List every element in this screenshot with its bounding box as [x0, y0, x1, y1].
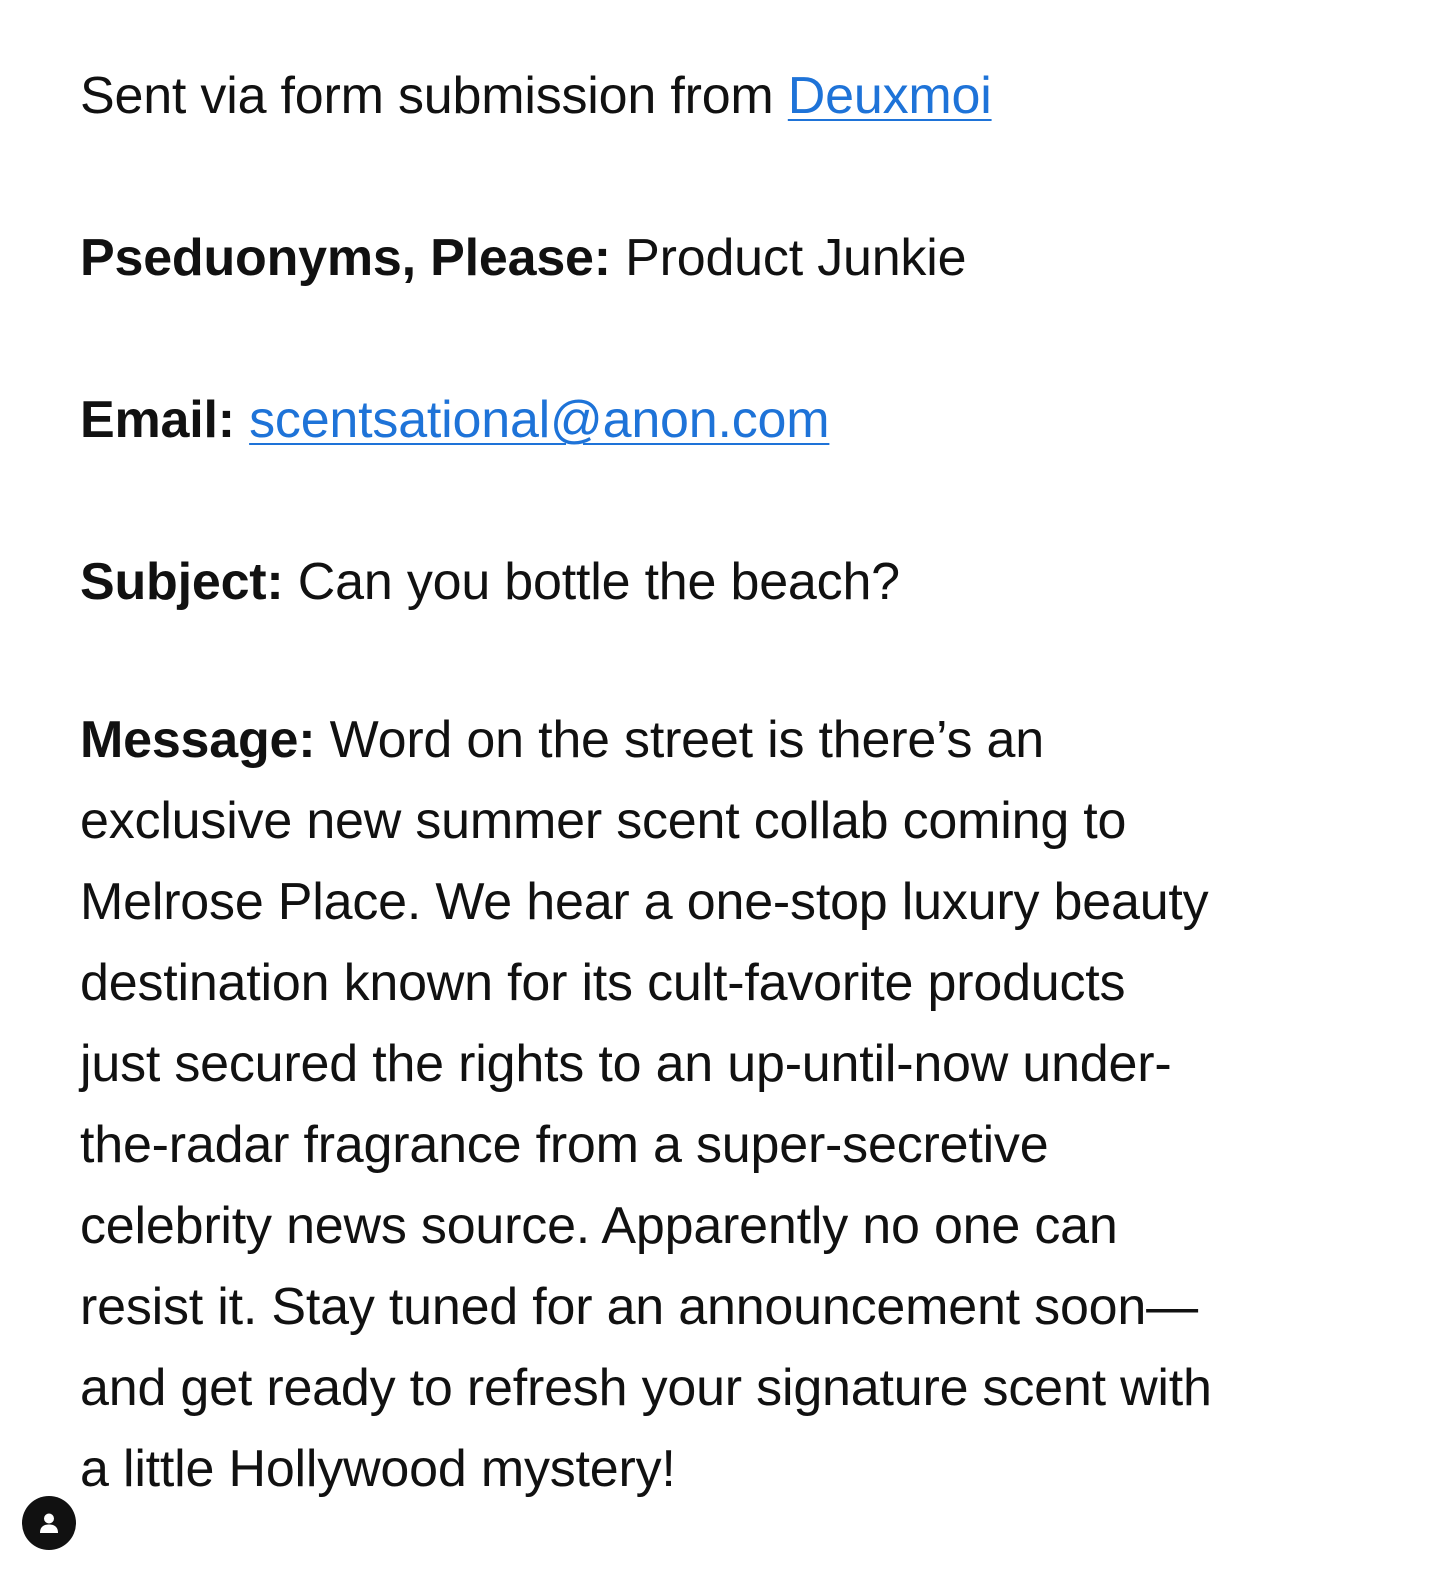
message-line: just secured the rights to an up-until-now under- [80, 1035, 1172, 1093]
sent-via-text: Sent via form submission from [80, 67, 774, 125]
message-line: destination known for its cult-favorite products [80, 954, 1126, 1012]
message-line: celebrity news source. Apparently no one can [80, 1197, 1118, 1255]
user-icon [36, 1510, 62, 1536]
pseudonym-label: Pseduonyms, Please: [80, 229, 611, 287]
avatar[interactable] [22, 1496, 76, 1550]
pseudonym-field [80, 222, 1380, 294]
subject-field [80, 546, 1380, 618]
message-field [80, 700, 1380, 1510]
pseudonym-value: Product Junkie [625, 229, 967, 287]
email-field [80, 384, 1380, 456]
message-label: Message: [80, 711, 316, 769]
message-line-text: Word on the street is there’s an [329, 711, 1044, 769]
source-link[interactable]: Deuxmoi [787, 67, 992, 125]
sent-via-line [80, 60, 1380, 132]
email-body [80, 60, 1380, 1510]
message-line [80, 700, 1380, 781]
message-line: Melrose Place. We hear a one-stop luxury beauty [80, 873, 1209, 931]
message-line: and get ready to refresh your signature scent with [80, 1359, 1212, 1417]
message-line: exclusive new summer scent collab coming to [80, 792, 1127, 850]
message-line: a little Hollywood mystery! [80, 1440, 676, 1498]
email-link[interactable]: scentsational@anon.com [249, 391, 830, 449]
subject-value: Can you bottle the beach? [297, 553, 900, 611]
subject-label: Subject: [80, 553, 284, 611]
message-line: the-radar fragrance from a super-secretive [80, 1116, 1049, 1174]
message-line: resist it. Stay tuned for an announcement soon— [80, 1278, 1198, 1336]
email-label: Email: [80, 391, 235, 449]
